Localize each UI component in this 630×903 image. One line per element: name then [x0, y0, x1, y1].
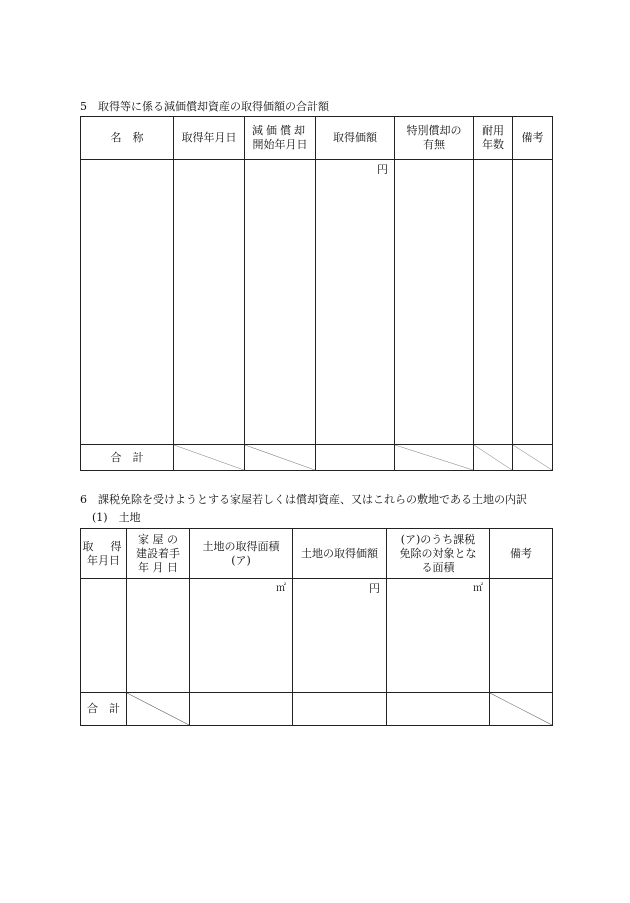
total-slash-construction [127, 693, 190, 726]
section6-title: 6 課税免除を受けようとする家屋若しくは償却資産、又はこれらの敷地である土地の内訳 [80, 493, 527, 506]
unit-yen: 円 [369, 582, 380, 595]
total-slash-remarks [513, 445, 553, 471]
header-special-depreciation: 特別償却の 有無 [395, 117, 474, 160]
header-useful-life: 耐用 年数 [474, 117, 513, 160]
header-remarks: 備考 [513, 117, 553, 160]
land-table [80, 528, 553, 726]
cell-remarks[interactable] [513, 160, 553, 445]
header-remarks: 備考 [490, 529, 553, 579]
depreciable-assets-table [80, 116, 553, 471]
cell-construction-start[interactable] [127, 579, 190, 693]
total-slash-life [474, 445, 513, 471]
cell-useful-life[interactable] [474, 160, 513, 445]
header-name: 名 称 [81, 117, 174, 160]
total-label: 合 計 [81, 445, 174, 471]
header-land-price: 土地の取得価額 [293, 529, 387, 579]
cell-depreciation-start[interactable] [245, 160, 316, 445]
total-slash-remarks [490, 693, 553, 726]
total-slash-acq-date [174, 445, 245, 471]
header-exempt-area: (ア)のうち課税 免除の対象とな る面積 [387, 529, 490, 579]
total-land-area[interactable] [190, 693, 293, 726]
cell-land-price[interactable] [293, 579, 387, 693]
unit-square-meter: ㎡ [276, 583, 286, 594]
header-acquisition-date: 取 得 年月日 [81, 529, 127, 579]
total-slash-dep-start [245, 445, 316, 471]
header-land-area: 土地の取得面積 (ア) [190, 529, 293, 579]
cell-land-area[interactable] [190, 579, 293, 693]
cell-acquisition-date[interactable] [174, 160, 245, 445]
cell-acquisition-price[interactable] [316, 160, 395, 445]
total-exempt-area[interactable] [387, 693, 490, 726]
section6-subtitle: (1) 土地 [92, 511, 141, 524]
unit-yen: 円 [377, 163, 388, 176]
total-label: 合 計 [81, 693, 127, 726]
total-acquisition-price[interactable] [316, 445, 395, 471]
cell-name[interactable] [81, 160, 174, 445]
header-acquisition-date: 取得年月日 [174, 117, 245, 160]
total-land-price[interactable] [293, 693, 387, 726]
unit-square-meter: ㎡ [473, 583, 483, 594]
cell-exempt-area[interactable] [387, 579, 490, 693]
cell-special-depreciation[interactable] [395, 160, 474, 445]
cell-remarks[interactable] [490, 579, 553, 693]
total-slash-special [395, 445, 474, 471]
header-depreciation-start: 減価償却 開始年月日 [245, 117, 316, 160]
section5-title: 5 取得等に係る減価償却資産の取得価額の合計額 [80, 100, 329, 113]
header-construction-start: 家 屋 の 建設着手 年 月 日 [127, 529, 190, 579]
cell-acquisition-date[interactable] [81, 579, 127, 693]
header-acquisition-price: 取得価額 [316, 117, 395, 160]
